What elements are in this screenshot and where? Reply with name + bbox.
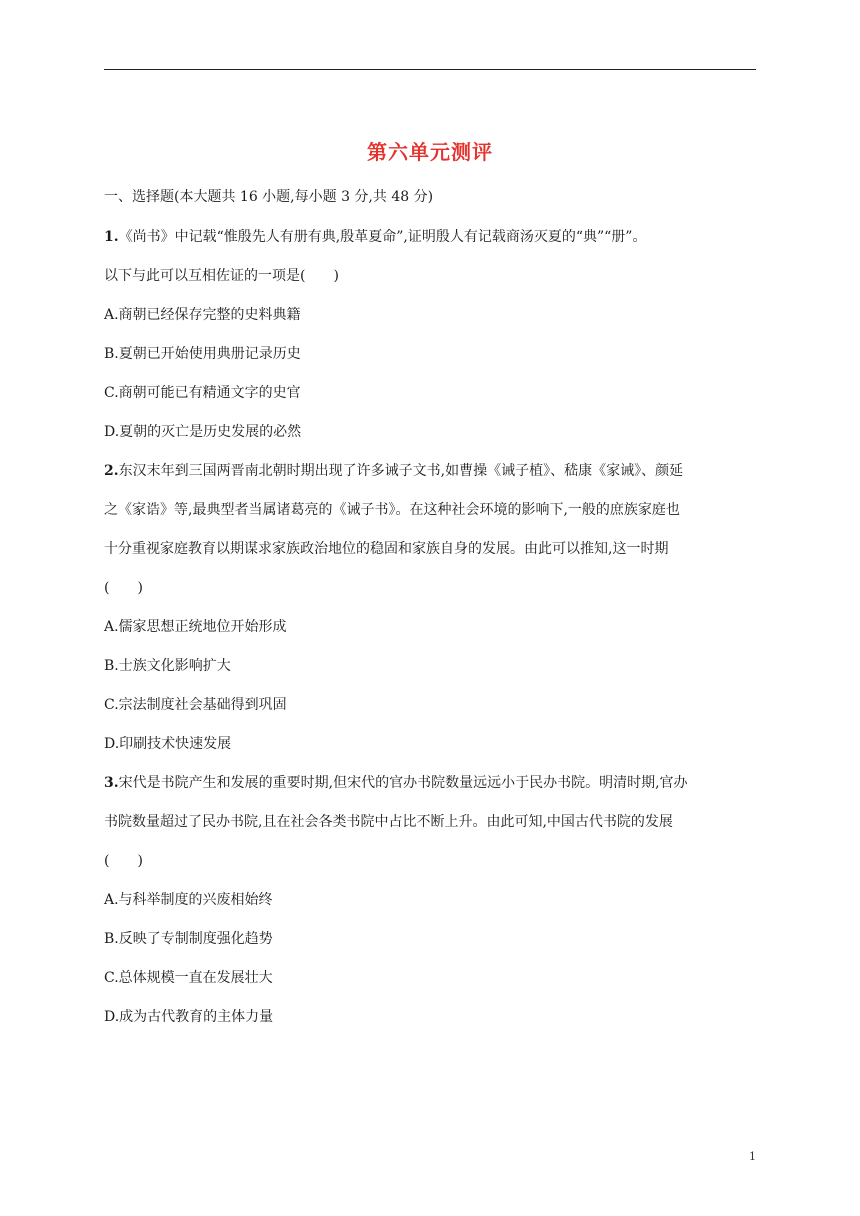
question-1-stem-line-1: 1.《尚书》中记载“惟殷先人有册有典,殷革夏命”,证明殷人有记载商汤灭夏的“典”“册”。 (104, 229, 647, 245)
question-2-option-a: A.儒家思想正统地位开始形成 (104, 619, 287, 635)
document-title: 第六单元测评 (367, 140, 493, 164)
section-heading: 一、选择题(本大题共 16 小题,每小题 3 分,共 48 分) (104, 189, 434, 205)
question-2-stem-line-3: 十分重视家庭教育以期谋求家族政治地位的稳固和家族自身的发展。由此可以推知,这一时期 (104, 541, 669, 557)
question-3-option-d: D.成为古代教育的主体力量 (104, 1009, 274, 1025)
page-number: 1 (749, 1150, 756, 1163)
question-1-option-b: B.夏朝已开始使用典册记录历史 (104, 346, 301, 362)
question-3-stem-line-3: ( ) (104, 853, 143, 869)
question-3-option-a: A.与科举制度的兴废相始终 (104, 892, 273, 908)
question-1-stem-line-2: 以下与此可以互相佐证的一项是( ) (104, 268, 339, 284)
question-2-option-b: B.士族文化影响扩大 (104, 658, 231, 674)
question-1-number: 1. (104, 229, 119, 245)
question-3-stem-line-2: 书院数量超过了民办书院,且在社会各类书院中占比不断上升。由此可知,中国古代书院的发展 (104, 814, 673, 830)
question-2-stem-line-4: ( ) (104, 580, 143, 596)
question-3-stem-line-1: 3.宋代是书院产生和发展的重要时期,但宋代的官办书院数量远远小于民办书院。明清时期,官办 (104, 775, 688, 791)
question-3-number: 3. (104, 775, 119, 791)
question-2-number: 2. (104, 463, 119, 479)
question-3-option-c: C.总体规模一直在发展壮大 (104, 970, 273, 986)
question-2-stem-line-1: 2.东汉末年到三国两晋南北朝时期出现了许多诫子文书,如曹操《诫子植》、嵇康《家诫》、颜延 (104, 463, 684, 479)
question-3-option-b: B.反映了专制制度强化趋势 (104, 931, 273, 947)
question-2-stem-line-2: 之《家诰》等,最典型者当属诸葛亮的《诫子书》。在这种社会环境的影响下,一般的庶族家庭也 (104, 502, 680, 518)
question-2-option-c: C.宗法制度社会基础得到巩固 (104, 697, 287, 713)
question-1-option-a: A.商朝已经保存完整的史料典籍 (104, 307, 301, 323)
question-1-option-d: D.夏朝的灭亡是历史发展的必然 (104, 424, 302, 440)
question-1-option-c: C.商朝可能已有精通文字的史官 (104, 385, 301, 401)
header-rule (104, 69, 756, 70)
question-2-option-d: D.印刷技术快速发展 (104, 736, 232, 752)
